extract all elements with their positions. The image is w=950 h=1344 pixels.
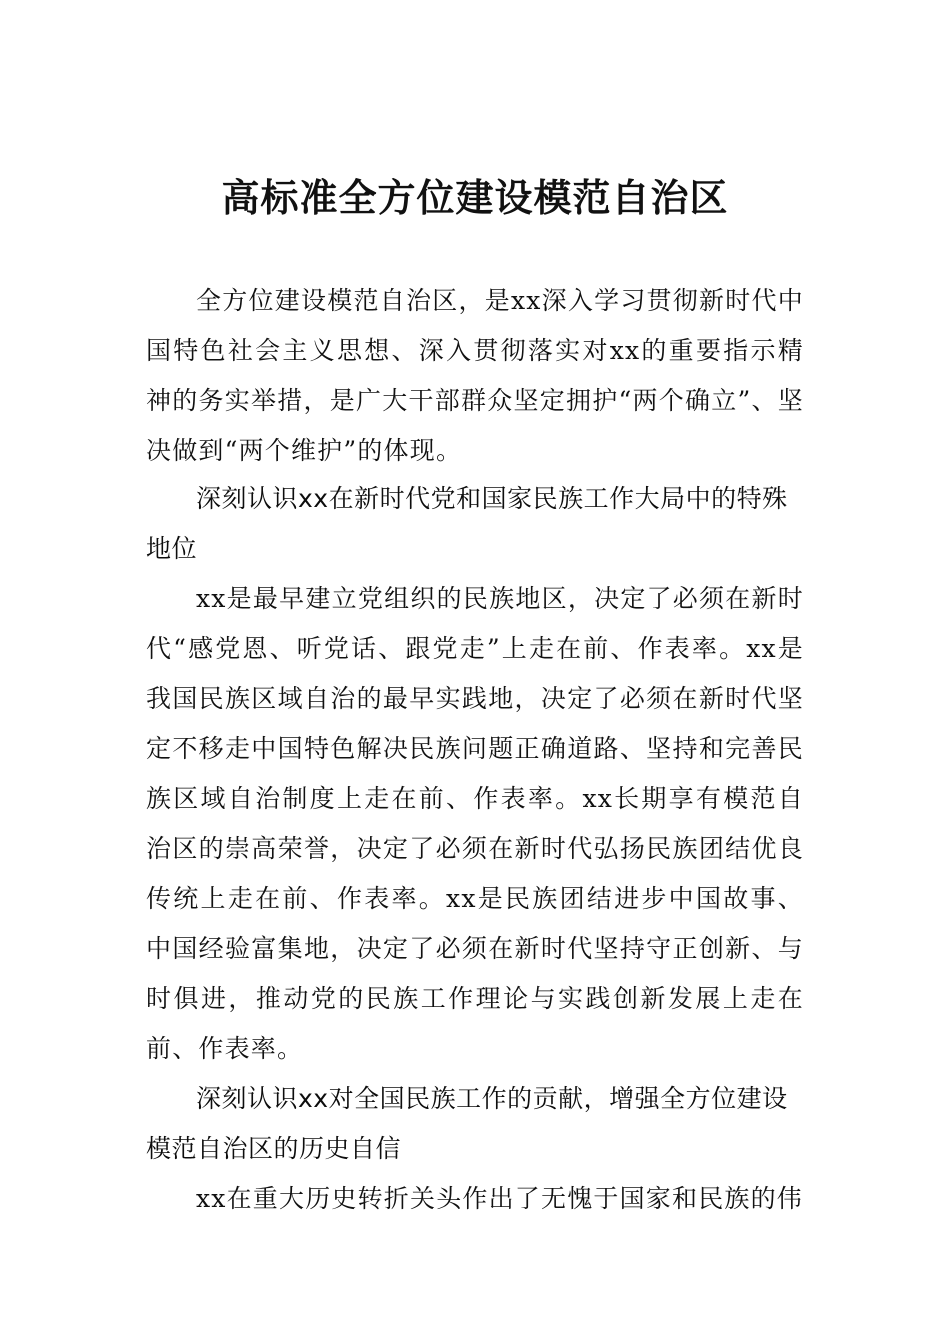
body-paragraph: xx是最早建立党组织的民族地区，决定了必须在新时代“感党恩、听党话、跟党走”上走在前、作表率。xx是我国民族区域自治的最早实践地，决定了必须在新时代坚定不移走中国特色解决民族问题正确道路、坚持和完善民族区域自治制度上走在前、作表率。xx长期享有模范自治区的崇高荣誉，决定了必须在新时代弘扬民族团结优良传统上走在前、作表率。xx是民族团结进步中国故事、中国经验富集地，决定了必须在新时代坚持守正创新、与时俱进，推动党的民族工作理论与实践创新发展上走在前、作表率。 (146, 584, 804, 1063)
paragraph-block-1 (146, 276, 804, 476)
section-heading-block-1 (146, 474, 804, 574)
section-heading: 深刻认识xx对全国民族工作的贡献，增强全方位建设模范自治区的历史自信 (146, 1084, 788, 1163)
section-heading: 深刻认识xx在新时代党和国家民族工作大局中的特殊地位 (146, 484, 788, 563)
section-heading-block-2 (146, 1074, 804, 1174)
body-paragraph: 全方位建设模范自治区，是xx深入学习贯彻新时代中国特色社会主义思想、深入贯彻落实对xx的重要指示精神的务实举措，是广大干部群众坚定拥护“两个确立”、坚决做到“两个维护”的体现。 (146, 286, 804, 465)
paragraph-block-2 (146, 574, 804, 1074)
document-title: 高标准全方位建设模范自治区 (221, 175, 729, 220)
body-paragraph: xx在重大历史转折关头作出了无愧于国家和民族的伟 (196, 1184, 804, 1213)
paragraph-block-3 (146, 1174, 804, 1224)
